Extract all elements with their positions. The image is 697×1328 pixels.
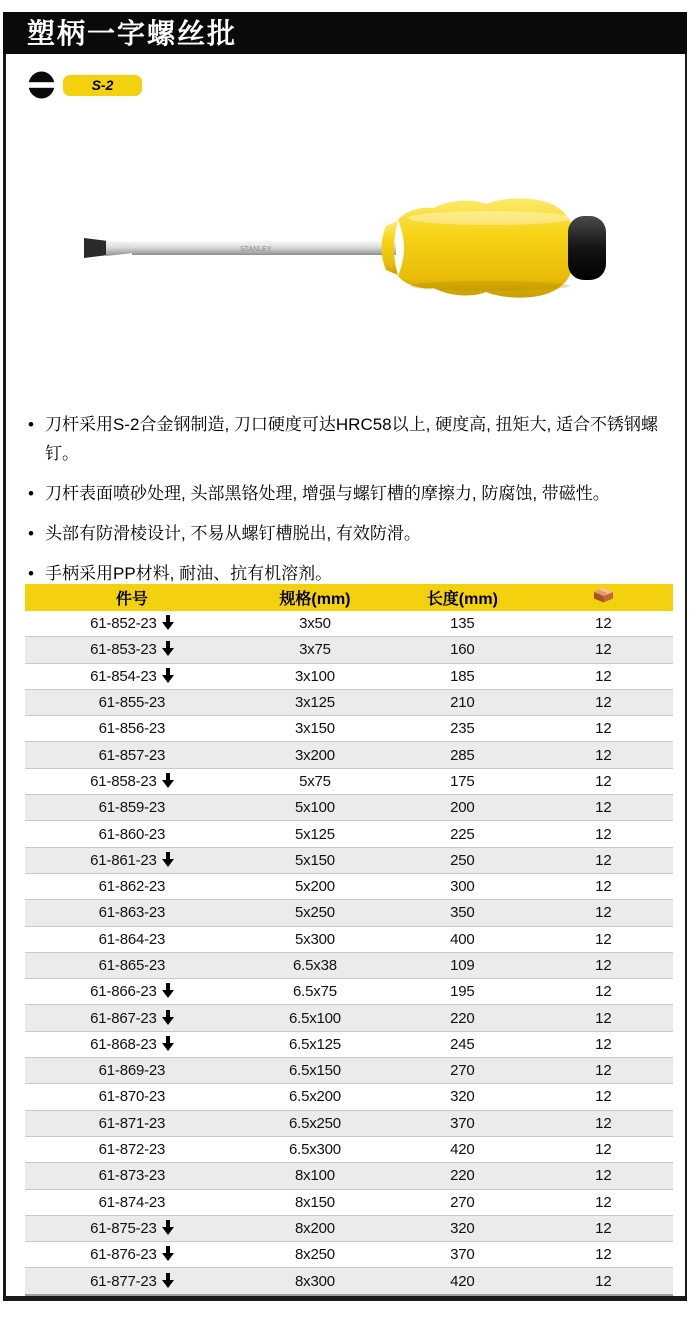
part-cell	[25, 1268, 239, 1295]
part-number: 61-868-23	[90, 1035, 157, 1053]
spec-cell: 5x75	[299, 772, 331, 790]
table-row	[25, 637, 673, 663]
feature-item	[28, 519, 676, 548]
qty-cell: 12	[595, 878, 612, 896]
part-cell	[25, 1163, 239, 1189]
length-cell: 135	[450, 615, 475, 633]
length-cell: 160	[450, 641, 475, 659]
spec-table	[25, 584, 673, 1296]
spec-cell: 6.5x38	[293, 957, 337, 974]
spec-cell: 5x300	[295, 930, 335, 948]
qty-cell: 12	[595, 667, 612, 685]
part-number: 61-860-23	[98, 825, 166, 843]
part-number: 61-870-23	[98, 1088, 166, 1106]
length-cell: 210	[450, 694, 475, 712]
qty-cell: 12	[595, 641, 612, 659]
end-cap	[568, 216, 606, 280]
bullet-icon: •	[28, 415, 34, 434]
qty-cell: 12	[595, 1088, 612, 1106]
table-row	[25, 1268, 673, 1295]
qty-cell: 12	[595, 1009, 612, 1027]
down-arrow-icon	[162, 1273, 174, 1288]
qty-cell: 12	[595, 1219, 612, 1237]
down-arrow-icon	[162, 852, 174, 867]
part-number: 61-876-23	[90, 1246, 157, 1264]
part-cell	[25, 821, 239, 847]
qty-cell: 12	[595, 615, 612, 633]
length-cell: 350	[450, 904, 475, 922]
part-cell	[25, 689, 239, 715]
spec-cell: 6.5x150	[288, 1062, 341, 1080]
part-cell	[25, 1136, 239, 1162]
table-row	[25, 1163, 673, 1189]
qty-cell: 12	[595, 720, 612, 738]
carton-icon	[593, 587, 614, 608]
spec-cell: 5x250	[295, 904, 335, 922]
down-arrow-icon	[162, 773, 174, 788]
part-number: 61-862-23	[98, 878, 166, 896]
screwdriver-illustration	[80, 192, 612, 310]
part-number: 61-857-23	[98, 746, 166, 764]
table-row	[25, 873, 673, 899]
table-row	[25, 1110, 673, 1136]
qty-cell: 12	[595, 1167, 612, 1185]
table-row	[25, 663, 673, 689]
spec-table-body	[25, 611, 673, 1295]
spec-cell: 5x100	[295, 799, 335, 817]
col-header-length: 长度(mm)	[391, 584, 534, 611]
spec-cell: 8x150	[295, 1193, 335, 1211]
feature-item	[28, 410, 676, 468]
feature-text: 手柄采用PP材料, 耐油、抗有机溶剂。	[45, 564, 333, 583]
blade-tip	[84, 238, 108, 258]
spec-cell: 6.5x125	[288, 1035, 341, 1053]
page-title-bar	[3, 12, 687, 54]
spec-cell: 6.5x200	[288, 1088, 341, 1106]
qty-cell: 12	[595, 772, 612, 790]
table-row	[25, 1031, 673, 1057]
down-arrow-icon	[162, 615, 174, 630]
part-number: 61-863-23	[98, 904, 166, 922]
product-image	[80, 192, 612, 310]
down-arrow-icon	[162, 668, 174, 683]
length-cell: 270	[450, 1193, 475, 1211]
spec-cell: 3x200	[295, 746, 335, 764]
length-cell: 370	[450, 1246, 475, 1264]
part-number: 61-855-23	[98, 694, 166, 712]
down-arrow-icon	[162, 641, 174, 656]
length-cell: 370	[450, 1114, 475, 1132]
down-arrow-icon	[162, 983, 174, 998]
spec-cell: 6.5x250	[288, 1114, 341, 1132]
bullet-icon: •	[28, 564, 34, 583]
length-cell: 220	[450, 1009, 475, 1027]
table-row	[25, 768, 673, 794]
part-cell	[25, 1005, 239, 1031]
part-number: 61-853-23	[90, 641, 157, 659]
part-cell	[25, 952, 239, 978]
part-number: 61-852-23	[90, 615, 157, 633]
part-cell	[25, 1215, 239, 1241]
length-cell: 270	[450, 1062, 475, 1080]
part-cell	[25, 1189, 239, 1215]
length-cell: 420	[450, 1272, 475, 1290]
spec-cell: 8x300	[295, 1272, 335, 1290]
slotted-tip-icon	[28, 71, 55, 99]
table-row	[25, 900, 673, 926]
qty-cell: 12	[595, 1141, 612, 1159]
part-cell	[25, 847, 239, 873]
length-cell: 235	[450, 720, 475, 738]
part-cell	[25, 1110, 239, 1136]
spec-cell: 3x75	[299, 641, 331, 659]
part-cell	[25, 979, 239, 1005]
qty-cell: 12	[595, 904, 612, 922]
spec-cell: 5x125	[295, 825, 335, 843]
spec-cell: 5x200	[295, 878, 335, 896]
length-cell: 300	[450, 878, 475, 896]
bullet-icon: •	[28, 484, 34, 503]
table-row	[25, 742, 673, 768]
part-number: 61-861-23	[90, 851, 157, 869]
table-header-row	[25, 584, 673, 611]
part-cell	[25, 637, 239, 663]
qty-cell: 12	[595, 1246, 612, 1264]
spec-cell: 6.5x75	[293, 983, 337, 1001]
part-number: 61-874-23	[98, 1193, 166, 1211]
length-cell: 245	[450, 1035, 475, 1053]
part-cell	[25, 611, 239, 637]
length-cell: 250	[450, 851, 475, 869]
length-cell: 320	[450, 1088, 475, 1106]
table-row	[25, 979, 673, 1005]
col-header-part: 件号	[25, 584, 239, 611]
length-cell: 109	[450, 957, 475, 974]
spec-cell: 8x200	[295, 1219, 335, 1237]
qty-cell: 12	[595, 1062, 612, 1080]
part-number: 61-866-23	[90, 983, 157, 1001]
part-cell	[25, 716, 239, 742]
qty-cell: 12	[595, 799, 612, 817]
spec-cell: 6.5x300	[288, 1141, 341, 1159]
length-cell: 175	[450, 772, 475, 790]
table-row	[25, 847, 673, 873]
col-header-qty	[534, 584, 673, 611]
table-row	[25, 1215, 673, 1241]
part-cell	[25, 1084, 239, 1110]
table-row	[25, 1084, 673, 1110]
part-cell	[25, 873, 239, 899]
length-cell: 200	[450, 799, 475, 817]
part-number: 61-875-23	[90, 1219, 157, 1237]
length-cell: 185	[450, 667, 475, 685]
table-row	[25, 1005, 673, 1031]
part-cell	[25, 768, 239, 794]
page-title: 塑柄一字螺丝批	[27, 18, 238, 49]
qty-cell: 12	[595, 983, 612, 1001]
down-arrow-icon	[162, 1220, 174, 1235]
bullet-icon: •	[28, 524, 34, 543]
qty-cell: 12	[595, 746, 612, 764]
part-number: 61-859-23	[98, 799, 166, 817]
length-cell: 285	[450, 746, 475, 764]
table-row	[25, 795, 673, 821]
qty-cell: 12	[595, 930, 612, 948]
part-number: 61-869-23	[98, 1062, 166, 1080]
part-number: 61-873-23	[98, 1167, 166, 1185]
qty-cell: 12	[595, 1272, 612, 1290]
part-number: 61-856-23	[98, 720, 166, 738]
part-cell	[25, 1058, 239, 1084]
length-cell: 400	[450, 930, 475, 948]
spec-cell: 3x150	[295, 720, 335, 738]
steel-grade-label: S-2	[91, 77, 114, 93]
feature-text: 刀杆采用S-2合金钢制造, 刀口硬度可达HRC58以上, 硬度高, 扭矩大, 适合不锈钢螺钉。	[45, 415, 658, 463]
col-header-spec: 规格(mm)	[239, 584, 391, 611]
part-number: 61-858-23	[90, 772, 157, 790]
feature-list	[28, 410, 676, 599]
qty-cell: 12	[595, 957, 612, 974]
down-arrow-icon	[162, 1010, 174, 1025]
part-number: 61-871-23	[98, 1114, 166, 1132]
table-row	[25, 689, 673, 715]
table-row	[25, 611, 673, 637]
part-cell	[25, 1242, 239, 1268]
spec-cell: 5x150	[295, 851, 335, 869]
length-cell: 420	[450, 1141, 475, 1159]
qty-cell: 12	[595, 1035, 612, 1053]
spec-cell: 3x100	[295, 667, 335, 685]
part-number: 61-864-23	[98, 930, 166, 948]
table-row	[25, 1058, 673, 1084]
part-cell	[25, 663, 239, 689]
part-cell	[25, 742, 239, 768]
length-cell: 195	[450, 983, 475, 1001]
spec-cell: 8x250	[295, 1246, 335, 1264]
qty-cell: 12	[595, 1114, 612, 1132]
feature-item	[28, 479, 676, 508]
part-cell	[25, 1031, 239, 1057]
table-row	[25, 716, 673, 742]
length-cell: 220	[450, 1167, 475, 1185]
down-arrow-icon	[162, 1246, 174, 1261]
brand-marking: STANLEY	[240, 246, 272, 253]
content-frame	[3, 54, 687, 1301]
qty-cell: 12	[595, 694, 612, 712]
feature-text: 刀杆表面喷砂处理, 头部黑铬处理, 增强与螺钉槽的摩擦力, 防腐蚀, 带磁性。	[45, 484, 610, 503]
length-cell: 320	[450, 1219, 475, 1237]
table-row	[25, 1136, 673, 1162]
part-number: 61-867-23	[90, 1009, 157, 1027]
table-row	[25, 1242, 673, 1268]
spec-cell: 3x125	[295, 694, 335, 712]
qty-cell: 12	[595, 1193, 612, 1211]
table-row	[25, 952, 673, 978]
part-cell	[25, 926, 239, 952]
length-cell: 225	[450, 825, 475, 843]
table-row	[25, 926, 673, 952]
qty-cell: 12	[595, 851, 612, 869]
steel-grade-badge	[63, 75, 142, 96]
part-cell	[25, 795, 239, 821]
part-number: 61-872-23	[98, 1141, 166, 1159]
table-row	[25, 821, 673, 847]
qty-cell: 12	[595, 825, 612, 843]
spec-cell: 6.5x100	[288, 1009, 341, 1027]
feature-text: 头部有防滑棱设计, 不易从螺钉槽脱出, 有效防滑。	[45, 524, 421, 543]
part-number: 61-877-23	[90, 1272, 157, 1290]
table-row	[25, 1189, 673, 1215]
part-cell	[25, 900, 239, 926]
part-number: 61-865-23	[98, 957, 166, 974]
spec-cell: 3x50	[299, 615, 331, 633]
spec-cell: 8x100	[295, 1167, 335, 1185]
part-number: 61-854-23	[90, 667, 157, 685]
down-arrow-icon	[162, 1036, 174, 1051]
